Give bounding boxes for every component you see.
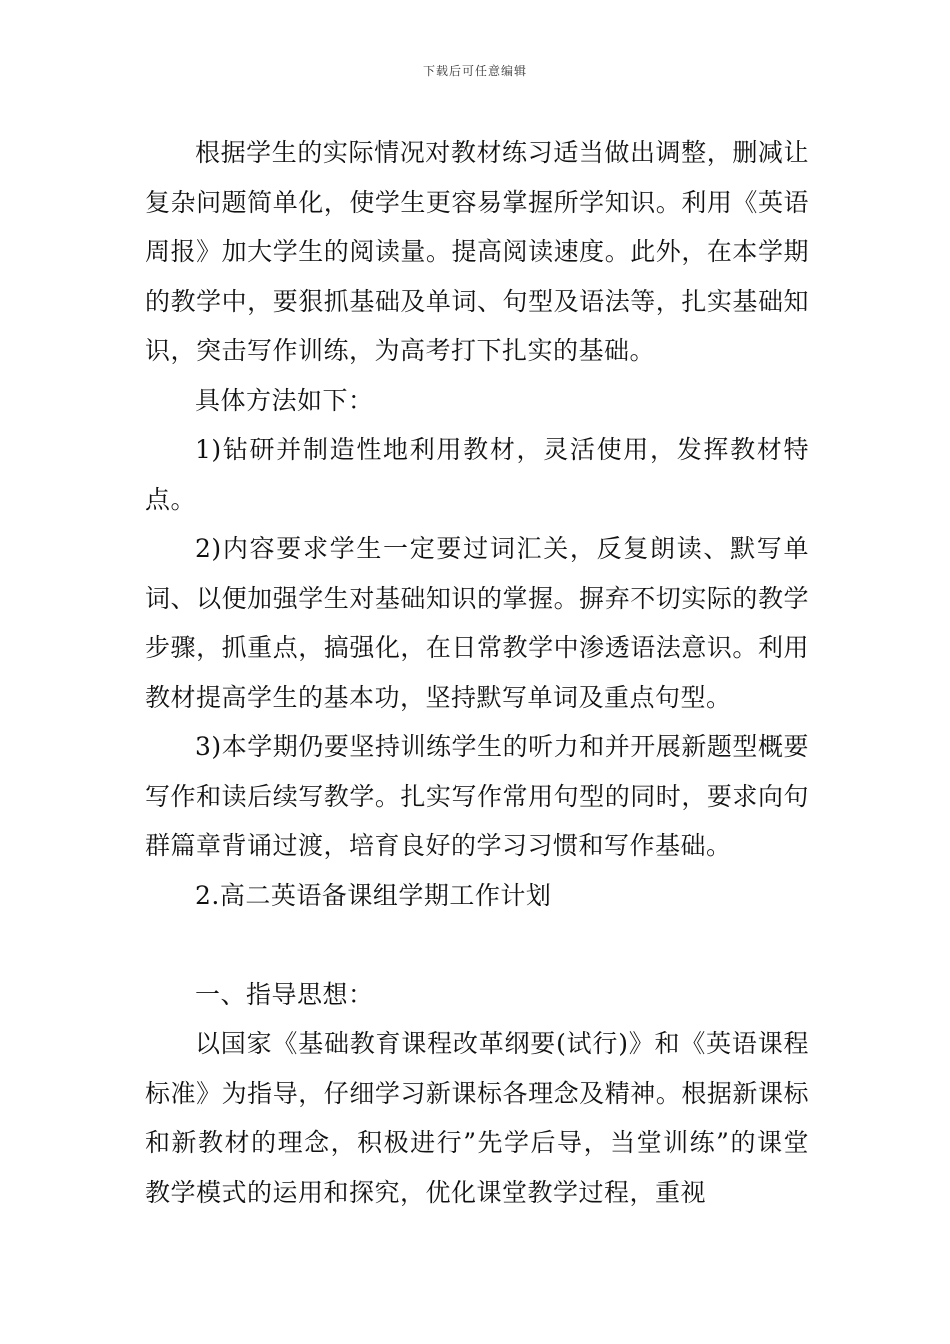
blank-line <box>145 920 809 970</box>
document-body <box>145 128 809 1217</box>
section-title-work-plan: 2.高二英语备课组学期工作计划 <box>195 880 552 910</box>
paragraph-method-2: 2)内容要求学生一定要过词汇关，反复朗读、默写单词、以便加强学生对基础知识的掌握。摒弃不切实际的教学步骤，抓重点，搞强化，在日常教学中渗透语法意识。利用教材提高学生的基本功，坚持默写单词及重点句型。 <box>145 534 809 712</box>
paragraph-method-1: 1)钻研并制造性地利用教材，灵活使用，发挥教材特点。 <box>145 435 809 514</box>
paragraph-method-3: 3)本学期仍要坚持训练学生的听力和并开展新题型概要写作和读后续写教学。扎实写作常用句型的同时，要求向句群篇章背诵过渡，培育良好的学习习惯和写作基础。 <box>145 732 809 860</box>
heading-guiding-ideology: 一、指导思想： <box>195 979 374 1009</box>
page-header: 下载后可任意编辑 <box>422 64 527 78</box>
paragraph-adjust-textbook: 根据学生的实际情况对教材练习适当做出调整，删减让复杂问题简单化，使学生更容易掌握所学知识。利用《英语周报》加大学生的阅读量。提高阅读速度。此外，在本学期的教学中，要狠抓基础及单词、句型及语法等，扎实基础知识，突击写作训练，为高考打下扎实的基础。 <box>145 138 809 365</box>
paragraph-guiding-ideology: 以国家《基础教育课程改革纲要(试行)》和《英语课程标准》为指导，仔细学习新课标各理念及精神。根据新课标和新教材的理念，积极进行”先学后导，当堂训练”的课堂教学模式的运用和探究，优化课堂教学过程，重视 <box>145 1029 809 1207</box>
paragraph-methods-intro: 具体方法如下： <box>195 385 374 415</box>
